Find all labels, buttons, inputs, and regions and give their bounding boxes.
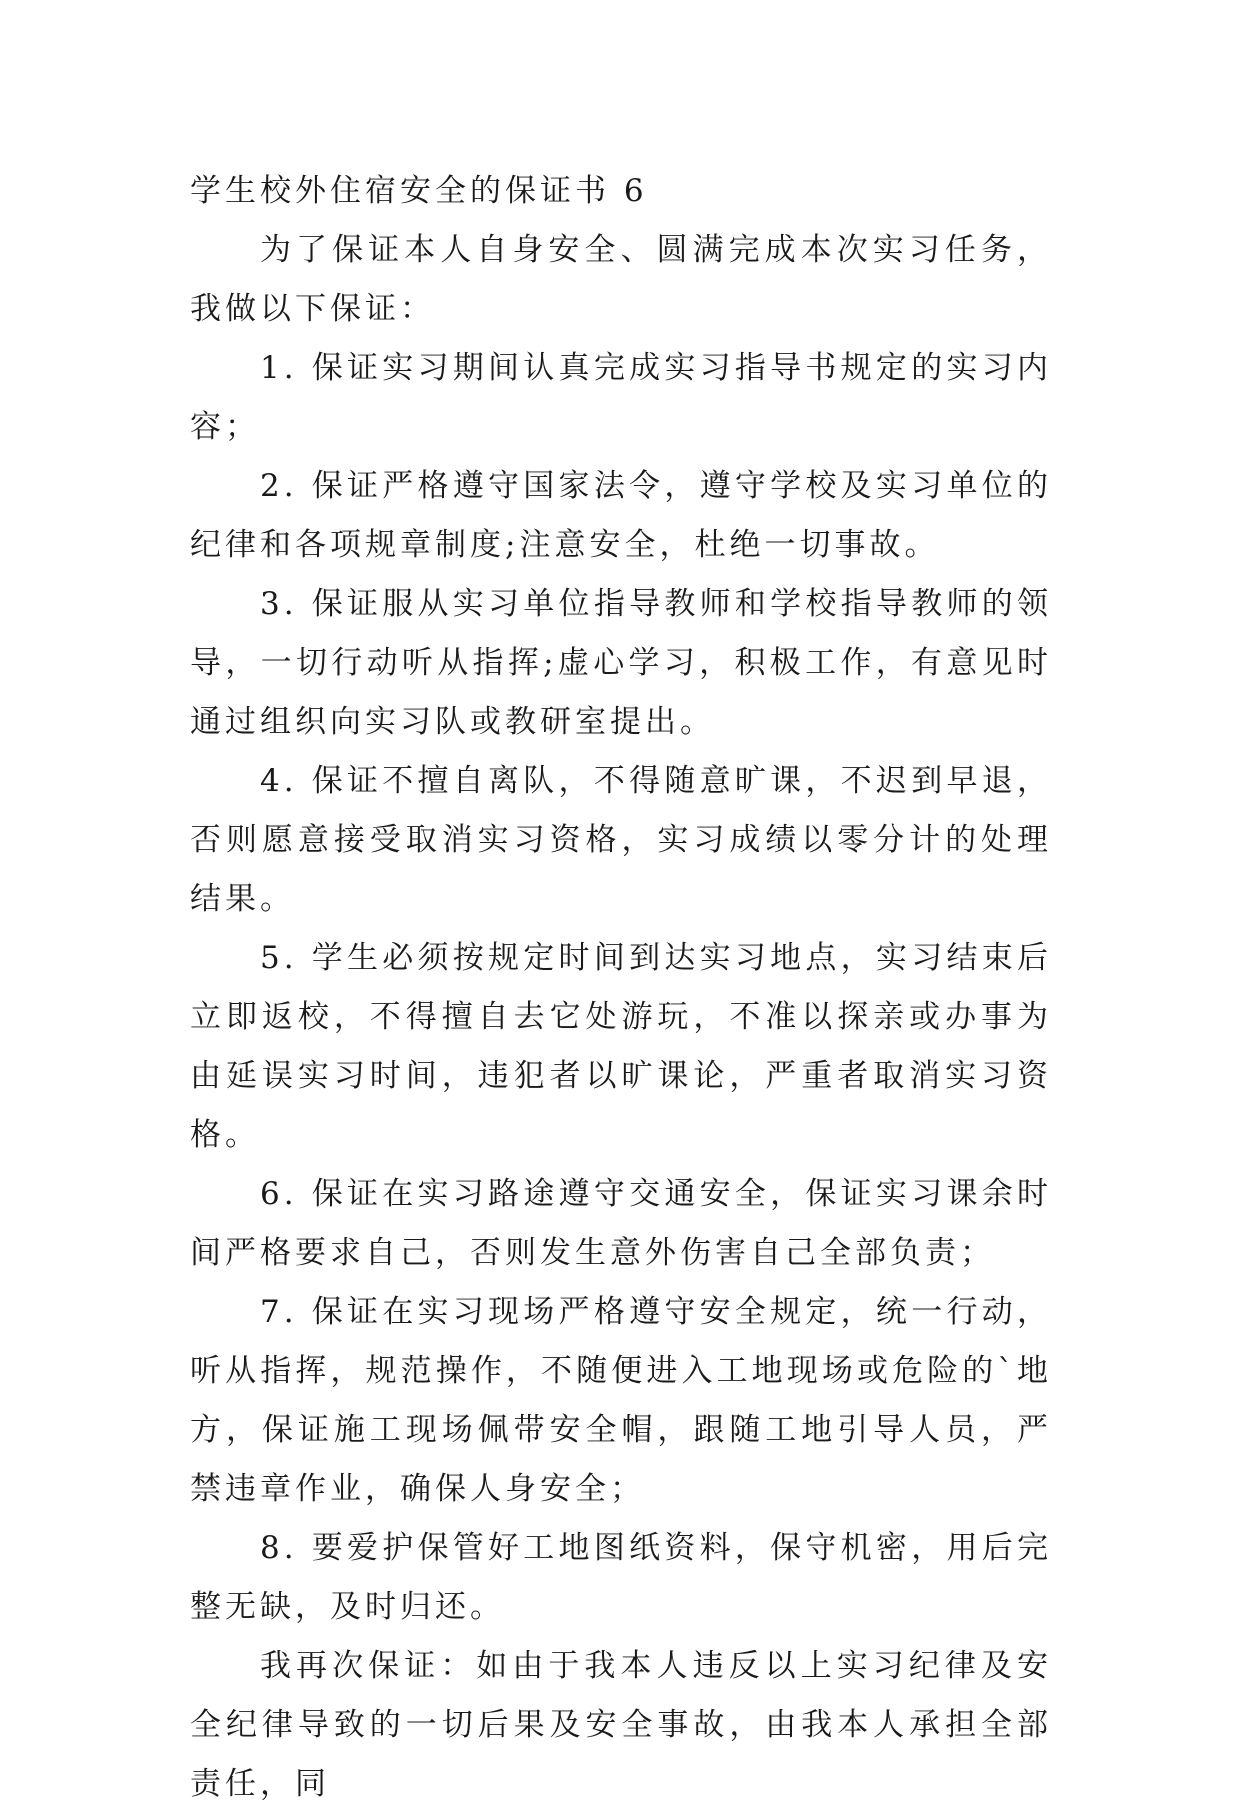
closing-paragraph: 我再次保证：如由于我本人违反以上实习纪律及安全纪律导致的一切后果及安全事故，由我本人承担全部责任，同 (190, 1648, 1052, 1802)
item-6: 6. 保证在实习路途遵守交通安全，保证实习课余时间严格要求自己，否则发生意外伤害自己全部负责； (190, 1176, 1052, 1271)
document-title: 学生校外住宿安全的保证书 6 (190, 173, 648, 209)
item-7: 7. 保证在实习现场严格遵守安全规定，统一行动，听从指挥，规范操作，不随便进入工地现场或危险的`地方，保证施工现场佩带安全帽，跟随工地引导人员，严禁违章作业，确保人身安全； (190, 1294, 1052, 1507)
item-3: 3. 保证服从实习单位指导教师和学校指导教师的领导，一切行动听从指挥;虚心学习，积极工作，有意见时通过组织向实习队或教研室提出。 (190, 586, 1052, 740)
item-1: 1. 保证实习期间认真完成实习指导书规定的实习内容； (190, 350, 1052, 445)
item-2: 2. 保证严格遵守国家法令，遵守学校及实习单位的纪律和各项规章制度;注意安全，杜绝一切事故。 (190, 468, 1052, 563)
item-5: 5. 学生必须按规定时间到达实习地点，实习结束后立即返校，不得擅自去它处游玩，不准以探亲或办事为由延误实习时间，违犯者以旷课论，严重者取消实习资格。 (190, 940, 1052, 1153)
item-4: 4. 保证不擅自离队，不得随意旷课，不迟到早退，否则愿意接受取消实习资格，实习成绩以零分计的处理结果。 (190, 763, 1052, 917)
document-page (190, 162, 1052, 1814)
intro-paragraph: 为了保证本人自身安全、圆满完成本次实习任务，我做以下保证： (190, 232, 1052, 327)
item-8: 8. 要爱护保管好工地图纸资料，保守机密，用后完整无缺，及时归还。 (190, 1530, 1052, 1625)
